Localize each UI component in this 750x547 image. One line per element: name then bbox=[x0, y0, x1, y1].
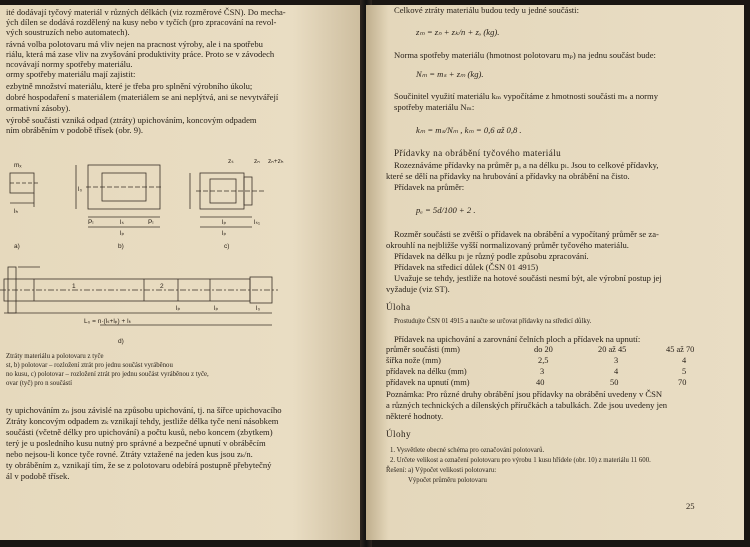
dim-label: Pₗ bbox=[148, 219, 154, 226]
table-cell: 2,5 bbox=[538, 356, 549, 365]
note-line: a různých technických a dílenských příručkách a tabulkách. Zde jsou uvedeny jen bbox=[386, 400, 668, 410]
dim-label: l₀ bbox=[78, 186, 83, 193]
table-cell: 5 bbox=[682, 367, 687, 376]
dim-label: mₓ bbox=[14, 162, 22, 169]
text-line: ormy spotřeby materiálu mají zajistit: bbox=[6, 69, 136, 79]
text-line: ty upichováním zₙ jsou závislé na způsobu upichování, tj. na šířce upichovacího bbox=[6, 405, 282, 415]
table-cell: 4 bbox=[682, 356, 687, 365]
figure-label: d) bbox=[118, 338, 124, 345]
figure-9-drawing bbox=[0, 5, 366, 345]
text-line: ých dílen se dodává rozdělený na kusy nebo v tyčích (pro zpracování na revol- bbox=[6, 17, 277, 27]
caption-line: st, b) polotovar – rozložení ztrát pro jednu součást vyráběnou bbox=[6, 362, 173, 369]
text-line: spotřeby materiálu Nₘ: bbox=[394, 102, 475, 112]
text-line: Přídavek na průměr: bbox=[394, 182, 465, 192]
dim-label: lₛ bbox=[120, 219, 124, 226]
dim-label: lₚ bbox=[120, 230, 125, 237]
table-cell: 50 bbox=[610, 378, 619, 387]
table-cell: 20 až 45 bbox=[598, 345, 627, 354]
table-cell: 4 bbox=[614, 367, 619, 376]
text-line: vyžaduje (viz ST). bbox=[386, 284, 450, 294]
text-line: Přídavek na středicí důlek (ČSN 01 4915) bbox=[394, 262, 539, 272]
text-line: ty obráběním zₒ vznikají tím, že se z polotovaru odebírá postupně přebytečný bbox=[6, 460, 272, 470]
section-title: Úlohy bbox=[386, 429, 411, 439]
formula: kₘ = mₛ/Nₘ , kₘ = 0,6 až 0,8 . bbox=[416, 125, 522, 135]
figure-d bbox=[0, 267, 278, 325]
text-line: terý je u posledního kusu nutný pro správné a bezpečné upnutí v obráběcím bbox=[6, 438, 266, 448]
figure-a bbox=[10, 173, 38, 207]
dim-label: 2 bbox=[160, 283, 164, 290]
text-line: rávná volba polotovaru má vliv nejen na pracnost výroby, ale i na spotřebu bbox=[6, 39, 263, 49]
right-page bbox=[366, 5, 744, 540]
formula: pₐ = 5d/100 + 2 . bbox=[416, 205, 476, 215]
text-line: okrouhlí na nejbližše vyšší normalizovaný průměr tyčového materiálu. bbox=[386, 240, 629, 250]
note-line: Poznámka: Pro různé druhy obrábění jsou přídavky na obrábění uvedeny v ČSN bbox=[386, 389, 663, 399]
dim-label: l₀ bbox=[256, 305, 261, 312]
text-line: ezbytně množství materiálu, které je třeba pro splnění výrobního úkolu; bbox=[6, 81, 253, 91]
caption-line: no kusu, c) polotovar – rozložení ztrát pro jednu součást vyráběnou z tyče, bbox=[6, 371, 209, 378]
text-line: ncovávají normy spotřeby materiálu. bbox=[6, 59, 133, 69]
text-line: nebo nejsou-li konce tyče rovné. Ztráty vztažené na jeden kus jsou zₖ/n. bbox=[6, 449, 253, 459]
text-line: ormativní zásoby). bbox=[6, 103, 71, 113]
text-line: Ztráty koncovým odpadem zₖ vznikají tehdy, jestliže délka tyče není násobkem bbox=[6, 416, 279, 426]
table-cell: 3 bbox=[540, 367, 545, 376]
figure-label: b) bbox=[118, 243, 124, 250]
dim-label: 1 bbox=[72, 283, 76, 290]
caption-title: Ztráty materiálu a polotovaru z tyče bbox=[6, 353, 104, 360]
table-cell: 70 bbox=[678, 378, 687, 387]
left-page bbox=[0, 5, 366, 540]
text-line: Uvažuje se tehdy, jestliže na hotové součásti nesmí být, ale výrobní postup jej bbox=[394, 273, 662, 283]
text-line: Celkové ztráty materiálu budou tedy u jedné součásti: bbox=[394, 5, 579, 15]
dim-label: L₀ = n·(lₛ+lₚ) + lₖ bbox=[84, 318, 132, 325]
task-item: Výpočet průměru polotovaru bbox=[408, 477, 487, 484]
table-cell: šířka nože (mm) bbox=[386, 356, 441, 365]
table-cell: přídavek na délku (mm) bbox=[386, 367, 467, 376]
figure-label: c) bbox=[224, 243, 230, 250]
table-cell: přídavek na upnutí (mm) bbox=[386, 378, 470, 387]
dim-label: lₚ bbox=[176, 305, 181, 312]
text-line: dobré hospodaření s materiálem (materiálem se ani neplýtvá, ani se nevytvářejí bbox=[6, 92, 279, 102]
table-cell: 40 bbox=[536, 378, 545, 387]
text-line: vých soustruzích nebo automatech). bbox=[6, 27, 130, 37]
table-cell: 45 až 70 bbox=[666, 345, 695, 354]
caption-line: ovar (tyč) pro n součástí bbox=[6, 380, 73, 387]
figure-c bbox=[190, 173, 264, 227]
table-cell: průměr součásti (mm) bbox=[386, 345, 460, 354]
text-line: součásti (včetně délky pro upichování) a počtu kusů, nebo koncem (zbytkem) bbox=[6, 427, 273, 437]
dim-label: lₕ bbox=[14, 208, 19, 215]
text-line: které se dělí na přídavky na hrubování a přídavky na obrábění na čisto. bbox=[386, 171, 630, 181]
dim-label: zₛ bbox=[228, 158, 234, 165]
task-line: Prostudujte ČSN 01 4915 a naučte se určovat přídavky na středicí důlky. bbox=[394, 318, 592, 325]
text-line: riálu, která má zase vliv na zvyšování produktivity práce. Proto se v závodech bbox=[6, 49, 275, 59]
section-title: Úloha bbox=[386, 302, 411, 312]
table-cell: do 20 bbox=[534, 345, 553, 354]
section-title: Přídavky na obrábění tyčového materiálu bbox=[394, 148, 562, 158]
task-item: 1. Vysvětlete obecné schéma pro označování polotovarů. bbox=[390, 447, 545, 454]
formula: zₘ = zₙ + zₖ/n + zₒ (kg). bbox=[416, 27, 500, 37]
formula: Nₘ = mₛ + zₘ (kg). bbox=[416, 69, 484, 79]
task-item: Řešení: a) Výpočet velikosti polotovaru: bbox=[386, 467, 497, 474]
text-line: Přídavek na délku pₗ je různý podle způsobu zpracování. bbox=[394, 251, 589, 261]
text-line: Rozměr součásti se zvětší o přídavek na obrábění a vypočítaný průměr se za- bbox=[394, 229, 659, 239]
text-line: ním obráběním v podobě třísek (obr. 9). bbox=[6, 125, 143, 135]
text-line: Přídavek na upichování a zarovnání čelních ploch a přídavek na upnutí: bbox=[394, 334, 641, 344]
note-line: některé hodnoty. bbox=[386, 411, 444, 421]
page-number: 25 bbox=[686, 501, 695, 511]
dim-label: lₚ bbox=[222, 230, 227, 237]
figure-b bbox=[76, 165, 162, 227]
dim-label: lₛ₁ bbox=[254, 219, 261, 226]
text-line: Norma spotřeby materiálu (hmotnost polotovaru mₚ) na jednu součást bude: bbox=[394, 50, 656, 60]
text-line: výrobě součásti vzniká odpad (ztráty) upichováním, koncovým odpadem bbox=[6, 115, 257, 125]
task-item: 2. Určete velikost a označení polotovaru pro výrobu 1 kusu hřídele (obr. 10) z materiálu 11 600. bbox=[390, 457, 651, 464]
figure-label: a) bbox=[14, 243, 20, 250]
dim-label: zₙ bbox=[254, 158, 260, 165]
text-line: Součinitel využití materiálu kₘ vypočítáme z hmotnosti součásti mₛ a normy bbox=[394, 91, 659, 101]
dim-label: lₚ bbox=[214, 305, 219, 312]
dim-label: zₙ+zₕ bbox=[268, 158, 284, 165]
text-line: Rozeznáváme přídavky na průměr pₐ a na délku pₗ. Jsou to celkové přídavky, bbox=[394, 160, 659, 170]
table-cell: 3 bbox=[614, 356, 619, 365]
dim-label: lₚ bbox=[222, 219, 227, 226]
text-line: ité dodávají tyčový materiál v různých délkách (viz rozměrové ČSN). Do mecha- bbox=[6, 7, 286, 17]
text-line: ál v podobě třísek. bbox=[6, 471, 70, 481]
dim-label: Pₗ bbox=[88, 219, 94, 226]
